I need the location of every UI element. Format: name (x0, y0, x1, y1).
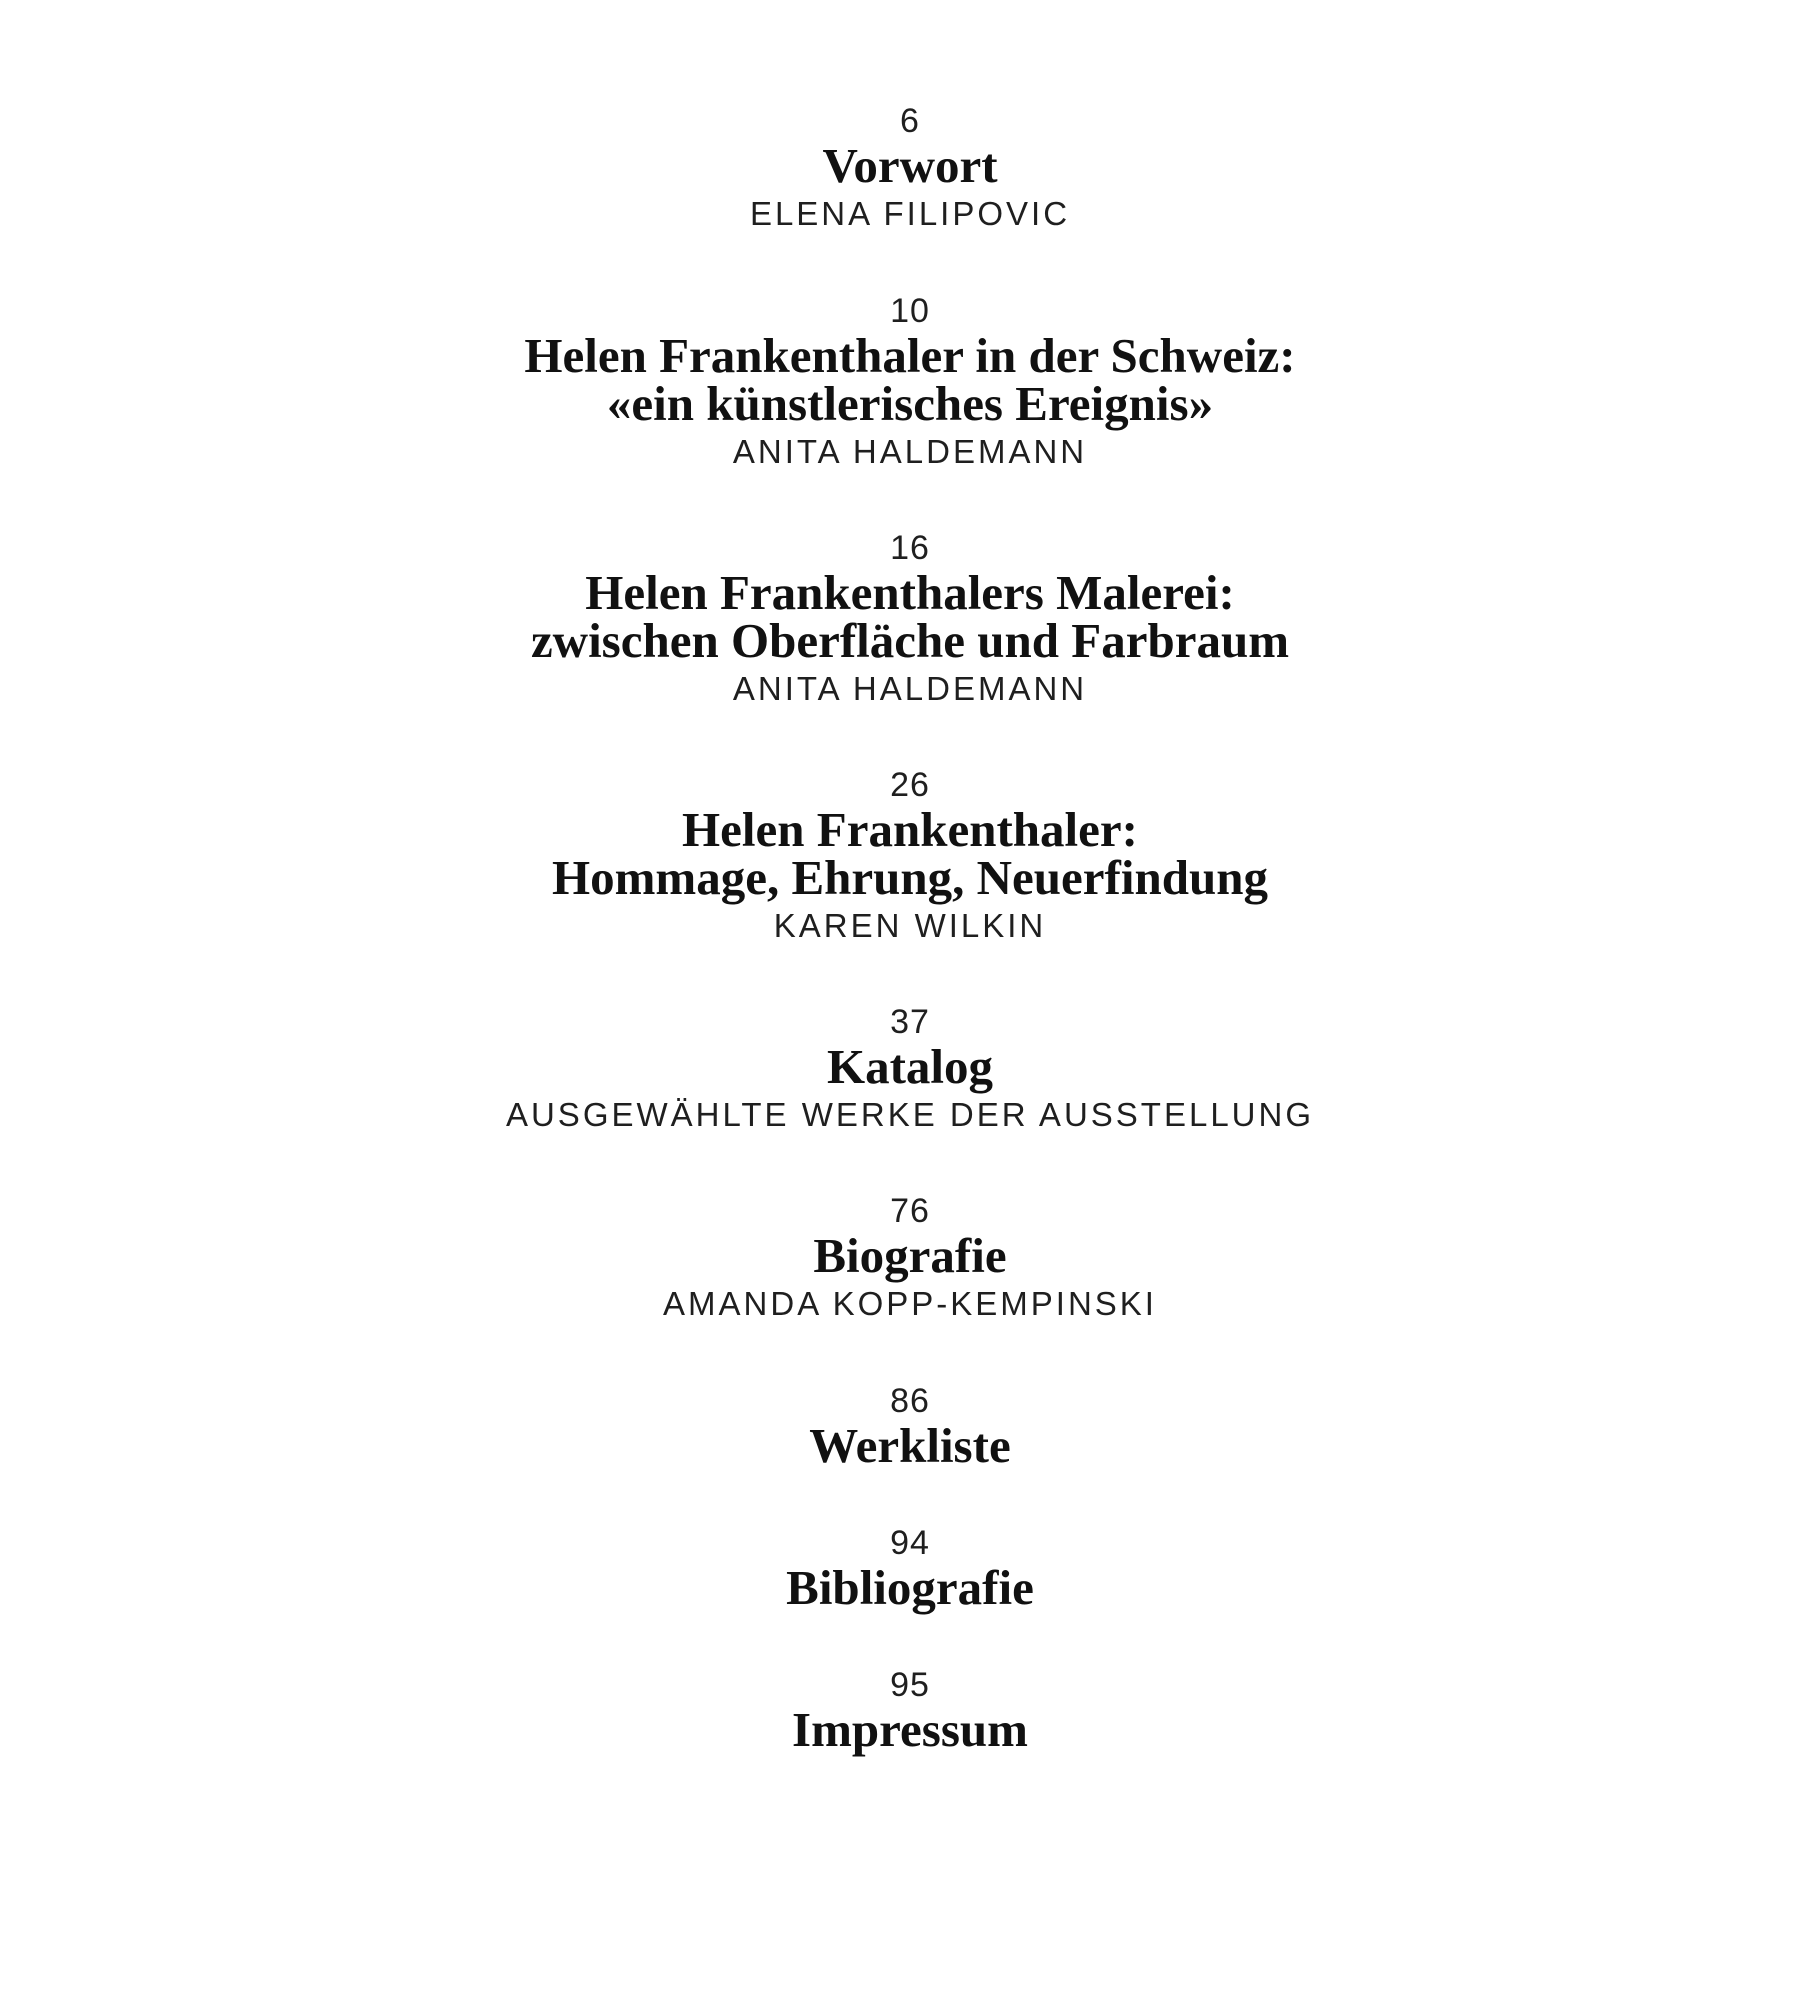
entry-author: ANITA HALDEMANN (732, 433, 1088, 470)
entry-title: Impressum (792, 1702, 1028, 1757)
page-number: 94 (890, 1524, 930, 1562)
page-number: 86 (890, 1382, 930, 1420)
entry-title: Helen Frankenthaler in der Schweiz: (524, 328, 1296, 383)
entry-author: AUSGEWÄHLTE WERKE DER AUSSTELLUNG (505, 1096, 1315, 1133)
entry-author: KAREN WILKIN (773, 907, 1047, 944)
entry-author: AMANDA KOPP-KEMPINSKI (663, 1285, 1157, 1322)
toc-entry-katalog[interactable] (0, 1001, 1820, 1139)
entry-title: Katalog (826, 1039, 994, 1094)
page-number: 10 (890, 292, 930, 330)
toc-entry-werkliste[interactable] (0, 1380, 1820, 1473)
entry-title: «ein künstlerisches Ereignis» (606, 376, 1214, 431)
page-number: 26 (890, 766, 930, 804)
entry-title: Bibliografie (786, 1560, 1034, 1615)
entry-author: ANITA HALDEMANN (732, 670, 1088, 707)
page-number: 6 (900, 102, 920, 140)
toc-entry-schweiz[interactable] (0, 290, 1820, 476)
toc-entry-bibliografie[interactable] (0, 1522, 1820, 1615)
entry-title: Biografie (813, 1228, 1007, 1283)
entry-title: Helen Frankenthalers Malerei: (585, 565, 1235, 620)
entry-author: ELENA FILIPOVIC (749, 195, 1071, 232)
toc-entry-hommage[interactable] (0, 764, 1820, 950)
entry-title: Hommage, Ehrung, Neuerfindung (551, 850, 1268, 905)
toc-entry-biografie[interactable] (0, 1190, 1820, 1328)
toc-entry-vorwort[interactable] (0, 100, 1820, 238)
entry-title: Helen Frankenthaler: (682, 802, 1138, 857)
page-number: 37 (890, 1003, 930, 1041)
entry-title: zwischen Oberfläche und Farbraum (530, 613, 1290, 668)
toc-entry-impressum[interactable] (0, 1664, 1820, 1757)
page-number: 95 (890, 1666, 930, 1704)
toc-entry-malerei[interactable] (0, 527, 1820, 713)
page-number: 16 (890, 529, 930, 567)
entry-title: Vorwort (822, 138, 998, 193)
page-number: 76 (890, 1192, 930, 1230)
entry-title: Werkliste (809, 1418, 1011, 1473)
